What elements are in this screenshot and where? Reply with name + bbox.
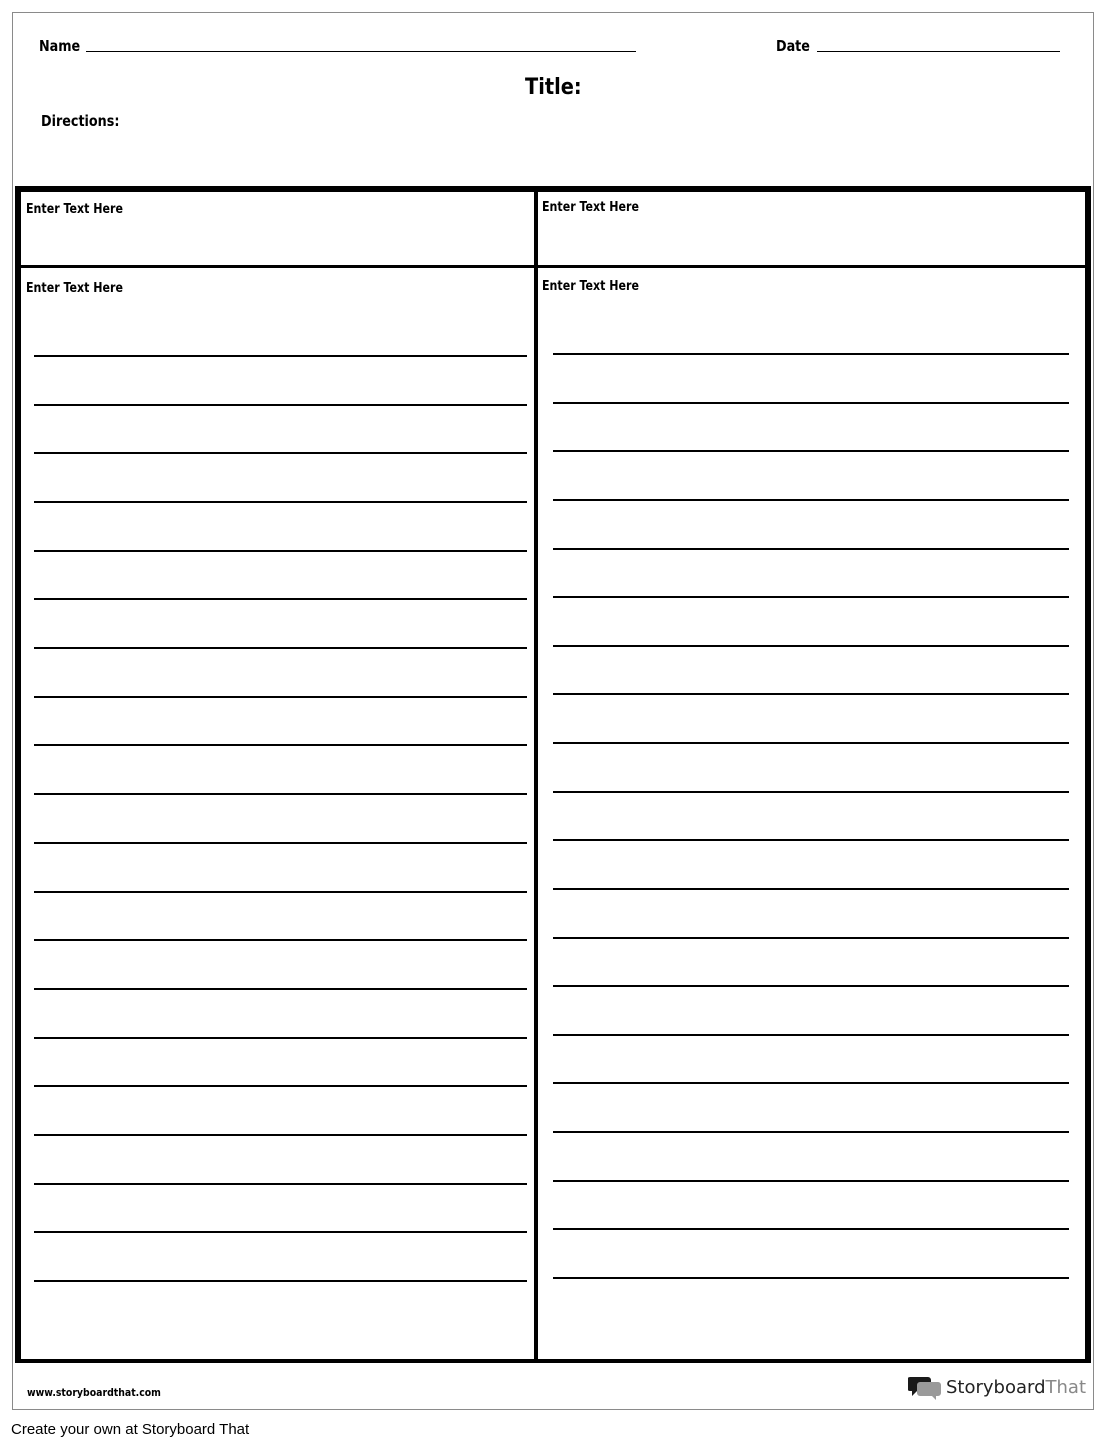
column-2-writing-line[interactable] [553,596,1069,598]
column-1-writing-line[interactable] [34,1134,527,1136]
column-1-writing-line[interactable] [34,1037,527,1039]
name-field-line[interactable] [86,51,636,52]
column-2-writing-line[interactable] [553,791,1069,793]
storyboardthat-logo[interactable] [908,1372,1086,1402]
column-2-body-cell[interactable] [535,265,1088,1362]
column-1-writing-line[interactable] [34,842,527,844]
date-field-line[interactable] [817,51,1060,52]
column-1-writing-line[interactable] [34,452,527,454]
column-2-writing-line[interactable] [553,888,1069,890]
column-2-writing-line[interactable] [553,839,1069,841]
column-1-heading-text[interactable]: Enter Text Here [26,202,124,217]
date-label: Date [776,37,810,55]
column-2-writing-line[interactable] [553,693,1069,695]
speech-bubbles-logo-icon [908,1374,942,1400]
column-1-writing-line[interactable] [34,550,527,552]
column-2-writing-line[interactable] [553,1277,1069,1279]
column-1-writing-line[interactable] [34,1280,527,1282]
column-1-writing-line[interactable] [34,988,527,990]
brand-name: StoryboardThat [946,1376,1087,1398]
column-1-heading-cell[interactable] [18,189,537,269]
column-2-writing-line[interactable] [553,1131,1069,1133]
column-1-writing-line[interactable] [34,1231,527,1233]
column-1-writing-line[interactable] [34,744,527,746]
column-2-writing-line[interactable] [553,1180,1069,1182]
directions-label: Directions: [41,112,120,130]
column-2-writing-line[interactable] [553,1082,1069,1084]
column-2-writing-line[interactable] [553,450,1069,452]
column-1-body-cell[interactable] [18,265,537,1362]
column-1-body-text[interactable]: Enter Text Here [26,281,124,296]
column-1-writing-line[interactable] [34,598,527,600]
website-url[interactable]: www.storyboardthat.com [27,1386,161,1399]
column-1-writing-line[interactable] [34,647,527,649]
column-1-writing-line[interactable] [34,404,527,406]
column-2-writing-line[interactable] [553,402,1069,404]
column-2-writing-line[interactable] [553,985,1069,987]
column-2-writing-line[interactable] [553,353,1069,355]
column-2-writing-line[interactable] [553,1228,1069,1230]
column-1-writing-line[interactable] [34,501,527,503]
column-1-writing-line[interactable] [34,793,527,795]
name-label: Name [39,37,81,55]
column-1-writing-line[interactable] [34,1085,527,1087]
column-1-writing-line[interactable] [34,939,527,941]
column-2-writing-line[interactable] [553,742,1069,744]
column-2-heading-text[interactable]: Enter Text Here [542,200,640,215]
create-your-own-caption[interactable]: Create your own at Storyboard That [11,1421,250,1438]
title-label: Title: [525,75,582,100]
column-1-writing-line[interactable] [34,891,527,893]
column-2-writing-line[interactable] [553,937,1069,939]
column-2-heading-cell[interactable] [535,189,1088,269]
column-2-writing-line[interactable] [553,1034,1069,1036]
column-1-writing-line[interactable] [34,696,527,698]
column-2-body-text[interactable]: Enter Text Here [542,279,640,294]
column-1-writing-line[interactable] [34,355,527,357]
column-1-writing-line[interactable] [34,1183,527,1185]
column-2-writing-line[interactable] [553,645,1069,647]
column-2-writing-line[interactable] [553,548,1069,550]
column-2-writing-line[interactable] [553,499,1069,501]
